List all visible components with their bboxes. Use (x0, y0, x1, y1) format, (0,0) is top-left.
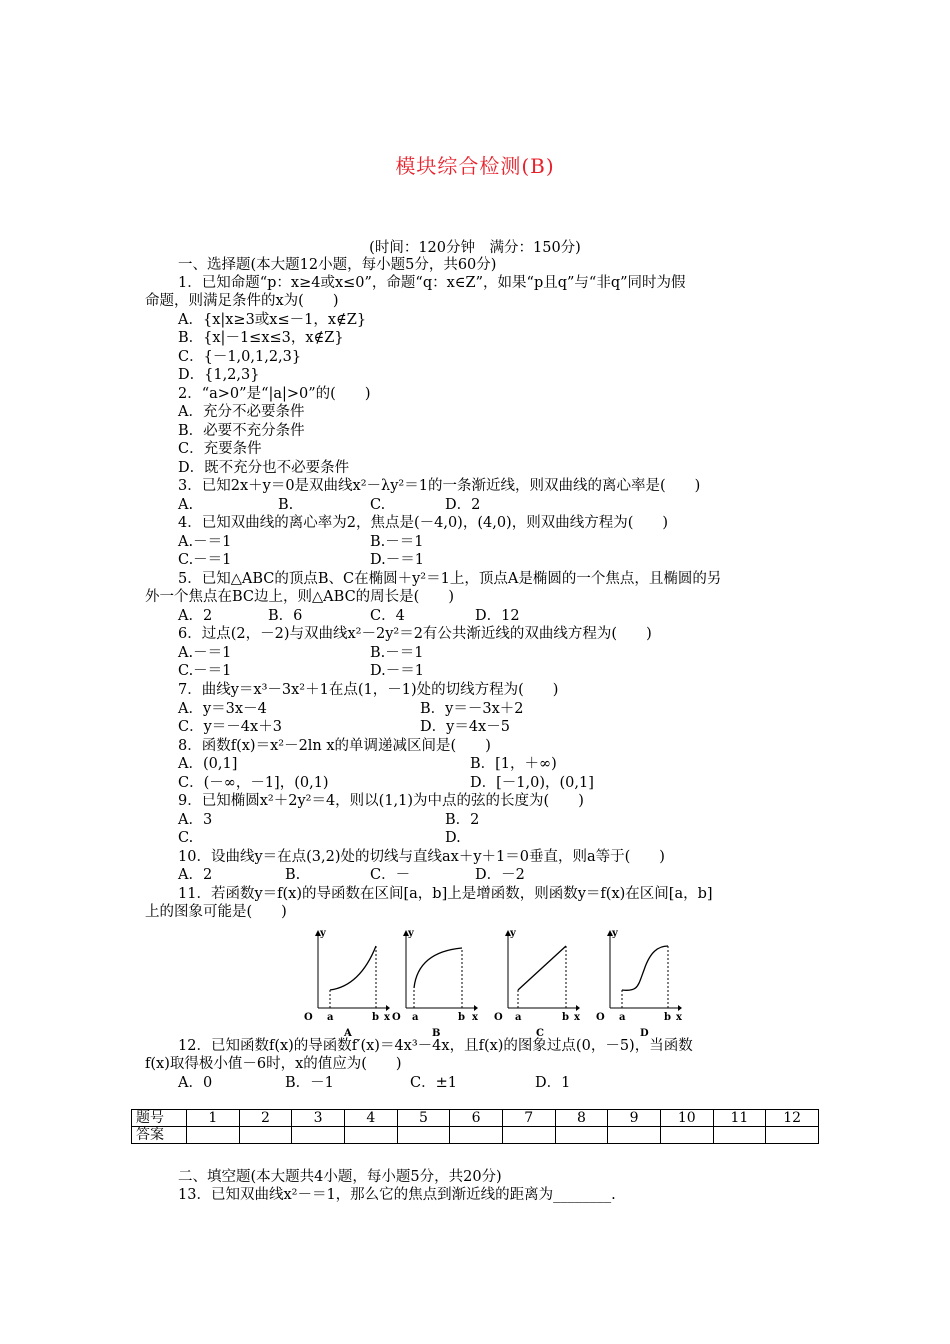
q11-stem-line1: 11．若函数y＝f(x)的导函数在区间[a，b]上是增函数，则函数y＝f(x)在区间[a，b] (178, 886, 713, 902)
b-label: b (372, 1012, 379, 1023)
q7-option-d: D．y＝4x－5 (420, 719, 510, 735)
graph-c (490, 928, 580, 1038)
q4-stem: 4．已知双曲线的离心率为2，焦点是(－4,0)，(4,0)，则双曲线方程为( ) (178, 515, 669, 531)
q3-option-b: B. (278, 497, 294, 513)
origin-label: O (304, 1012, 313, 1023)
y-label: y (510, 928, 516, 939)
graph-b (388, 928, 478, 1038)
x-axis-arrow (474, 1005, 478, 1011)
q3-option-a: A. (178, 497, 194, 513)
x-label: x (384, 1012, 390, 1023)
q6-option-d: D.－＝1 (370, 663, 424, 679)
q8-option-b: B．[1，＋∞) (470, 756, 557, 772)
q10-option-c: C．－ (370, 867, 411, 883)
q4-option-c: C.－＝1 (178, 552, 232, 568)
answer-cell[interactable] (450, 1127, 503, 1144)
answer-cell[interactable] (713, 1127, 766, 1144)
curve (330, 946, 376, 990)
graph-label: C (536, 1028, 544, 1038)
q11-stem-line2: 上的图象可能是( ) (145, 904, 287, 920)
x-label: x (574, 1012, 580, 1023)
curve (622, 946, 668, 990)
q8-stem: 8．函数f(x)＝x²－2ln x的单调递减区间是( ) (178, 738, 491, 754)
q3-option-c: C. (370, 497, 386, 513)
q5-option-a: A．2 (178, 608, 213, 624)
graph-b-plot (388, 928, 478, 1038)
answer-cell[interactable] (292, 1127, 345, 1144)
answer-cell[interactable] (502, 1127, 555, 1144)
section-heading-fill: 二、填空题(本大题共4小题，每小题5分，共20分) (178, 1169, 502, 1185)
answer-cell[interactable] (555, 1127, 608, 1144)
q6-option-c: C.－＝1 (178, 663, 232, 679)
q3-stem: 3．已知2x＋y＝0是双曲线x²－λy²＝1的一条渐近线，则双曲线的离心率是( ) (178, 478, 701, 494)
question-number: 6 (450, 1110, 503, 1127)
question-number: 3 (292, 1110, 345, 1127)
curve (518, 946, 566, 990)
answer-table (131, 1109, 819, 1144)
x-axis-arrow (678, 1005, 682, 1011)
origin-label: O (392, 1012, 401, 1023)
a-label: a (515, 1012, 522, 1023)
a-label: a (619, 1012, 626, 1023)
q9-option-d: D. (445, 830, 461, 846)
q10-option-b: B. (285, 867, 301, 883)
section-heading-choice: 一、选择题(本大题12小题，每小题5分，共60分) (178, 257, 497, 273)
q10-option-d: D．－2 (475, 867, 525, 883)
q12-option-a: A．0 (178, 1075, 213, 1091)
q2-option-c: C．充要条件 (178, 441, 262, 457)
graph-d-plot (592, 928, 682, 1038)
q7-option-b: B．y＝－3x＋2 (420, 701, 524, 717)
q5-option-b: B．6 (268, 608, 303, 624)
question-number: 9 (608, 1110, 661, 1127)
q13-stem: 13．已知双曲线x²－＝1，那么它的焦点到渐近线的距离为________. (178, 1187, 616, 1203)
q5-stem-line2: 外一个焦点在BC边上，则△ABC的周长是( ) (145, 589, 454, 605)
question-number: 5 (397, 1110, 450, 1127)
q1-option-b: B．{x|－1≤x≤3，x∉Z} (178, 330, 344, 346)
q8-option-a: A．(0,1] (178, 756, 238, 772)
y-label: y (408, 928, 414, 939)
origin-label: O (494, 1012, 503, 1023)
answer-cell[interactable] (239, 1127, 292, 1144)
answer-cell[interactable] (608, 1127, 661, 1144)
graph-d (592, 928, 682, 1038)
origin-label: O (596, 1012, 605, 1023)
q4-option-b: B.－＝1 (370, 534, 424, 550)
question-number: 10 (660, 1110, 713, 1127)
q3-option-d: D．2 (445, 497, 481, 513)
q1-stem-line1: 1．已知命题“p：x≥4或x≤0”，命题“q：x∈Z”，如果“p且q”与“非q”同时为假 (178, 275, 686, 291)
question-number: 8 (555, 1110, 608, 1127)
curve (414, 948, 462, 988)
b-label: b (664, 1012, 671, 1023)
q2-option-d: D．既不充分也不必要条件 (178, 460, 350, 476)
b-label: b (562, 1012, 569, 1023)
q9-stem: 9．已知椭圆x²＋2y²＝4，则以(1,1)为中点的弦的长度为( ) (178, 793, 584, 809)
a-label: a (327, 1012, 334, 1023)
graph-label: D (640, 1028, 649, 1038)
q2-option-b: B．必要不充分条件 (178, 423, 305, 439)
q1-option-c: C．{－1,0,1,2,3} (178, 349, 302, 365)
graph-label: B (432, 1028, 441, 1038)
q6-option-b: B.－＝1 (370, 645, 424, 661)
question-number: 4 (344, 1110, 397, 1127)
table-row-answers (132, 1127, 819, 1144)
q4-option-a: A.－＝1 (178, 534, 232, 550)
q10-stem: 10．设曲线y＝在点(3,2)处的切线与直线ax＋y＋1＝0垂直，则a等于( ) (178, 849, 665, 865)
q7-option-a: A．y＝3x－4 (178, 701, 267, 717)
q12-stem-line2: f(x)取得极小值－6时，x的值应为( ) (145, 1056, 402, 1072)
q6-option-a: A.－＝1 (178, 645, 232, 661)
answer-cell[interactable] (344, 1127, 397, 1144)
graph-label: A (344, 1028, 352, 1038)
q10-option-a: A．2 (178, 867, 213, 883)
q4-option-d: D.－＝1 (370, 552, 424, 568)
question-number: 12 (766, 1110, 819, 1127)
x-axis-arrow (576, 1005, 580, 1011)
q9-option-a: A．3 (178, 812, 213, 828)
graph-c-plot (490, 928, 580, 1038)
row-header-answer: 答案 (132, 1127, 187, 1144)
q5-stem-line1: 5．已知△ABC的顶点B、C在椭圆＋y²＝1上，顶点A是椭圆的一个焦点，且椭圆的另 (178, 571, 722, 587)
question-number: 2 (239, 1110, 292, 1127)
answer-cell[interactable] (187, 1127, 240, 1144)
q5-option-c: C．4 (370, 608, 405, 624)
a-label: a (412, 1012, 419, 1023)
q7-stem: 7．曲线y＝x³－3x²＋1在点(1，－1)处的切线方程为( ) (178, 682, 559, 698)
answer-cell[interactable] (766, 1127, 819, 1144)
q5-option-d: D．12 (475, 608, 520, 624)
q8-option-d: D．[－1,0)，(0,1] (470, 775, 594, 791)
exam-info: (时间：120分钟 满分：150分) (369, 240, 581, 256)
q12-stem-line1: 12．已知函数f(x)的导函数f′(x)＝4x³－4x，且f(x)的图象过点(0，－5)，当函数 (178, 1038, 693, 1054)
q2-stem: 2．“a>0”是“|a|>0”的( ) (178, 386, 371, 402)
answer-cell[interactable] (397, 1127, 450, 1144)
question-number: 11 (713, 1110, 766, 1127)
q6-stem: 6．过点(2，－2)与双曲线x²－2y²＝2有公共渐近线的双曲线方程为( ) (178, 626, 652, 642)
q12-option-c: C．±1 (410, 1075, 457, 1091)
q9-option-c: C. (178, 830, 194, 846)
y-label: y (320, 928, 326, 939)
page-title: 模块综合检测(B) (395, 154, 555, 178)
q12-option-d: D．1 (535, 1075, 571, 1091)
answer-cell[interactable] (660, 1127, 713, 1144)
q9-option-b: B．2 (445, 812, 480, 828)
x-label: x (676, 1012, 682, 1023)
question-number: 1 (187, 1110, 240, 1127)
q1-option-a: A．{x|x≥3或x≤－1，x∉Z} (178, 312, 367, 328)
q1-option-d: D．{1,2,3} (178, 367, 260, 383)
q12-option-b: B．－1 (285, 1075, 334, 1091)
b-label: b (458, 1012, 465, 1023)
question-number: 7 (502, 1110, 555, 1127)
y-label: y (612, 928, 618, 939)
row-header-number: 题号 (132, 1110, 187, 1127)
x-label: x (472, 1012, 478, 1023)
q8-option-c: C．(－∞，－1]，(0,1) (178, 775, 329, 791)
q1-stem-line2: 命题，则满足条件的x为( ) (145, 293, 339, 309)
graph-a (300, 928, 390, 1038)
q7-option-c: C．y＝－4x＋3 (178, 719, 282, 735)
table-row-numbers (132, 1110, 819, 1127)
q2-option-a: A．充分不必要条件 (178, 404, 305, 420)
graph-a-plot (300, 928, 390, 1038)
